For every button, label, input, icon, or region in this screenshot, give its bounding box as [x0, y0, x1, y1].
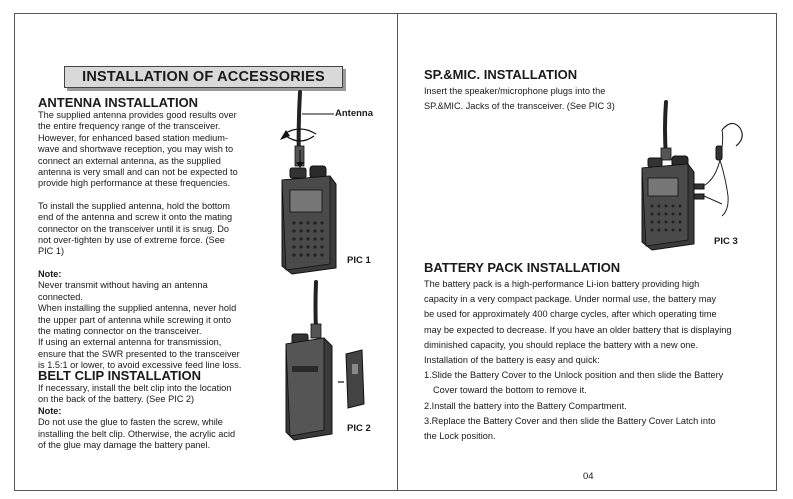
text-line: not over-tighten by use of extreme force. (See: [38, 235, 225, 246]
pic3-label: PIC 3: [714, 236, 738, 247]
text-line: end of the antenna and screw it onto the mating: [38, 212, 233, 223]
text-line: antenna is very small and can not be expected to: [38, 167, 238, 178]
text-line: connector on the transceiver until it is snug. Do: [38, 223, 229, 234]
section-banner: INSTALLATION OF ACCESSORIES: [64, 66, 343, 88]
text-line: Insert the speaker/microphone plugs into the: [424, 86, 606, 96]
text-line: When installing the supplied antenna, never hold: [38, 303, 237, 314]
text-line: be used for approximately 400 charge cycles, after which operating time: [424, 309, 717, 320]
text-line: wave and shortwave reception, you may wish to: [38, 144, 234, 155]
step-line: 1.Slide the Battery Cover to the Unlock position and then slide the Battery: [424, 370, 724, 381]
text-line: However, for enhanced based station medium-: [38, 132, 228, 143]
text-line: installing the belt clip. Otherwise, the acrylic acid: [38, 428, 236, 439]
note-label: Note:: [38, 405, 62, 416]
antenna-heading: ANTENNA INSTALLATION: [38, 95, 199, 110]
text-line: If using an external antenna for transmission,: [38, 337, 222, 348]
text-line: Do not use the glue to fasten the screw, while: [38, 417, 223, 428]
text-line: provide high performance at these frequencies.: [38, 178, 231, 189]
text-line: the mating connector on the transceiver.: [38, 325, 202, 336]
text-line: may be expected to decrease. If you have an older battery that is displaying: [424, 324, 732, 335]
text-line: To install the supplied antenna, hold the bottom: [38, 200, 231, 211]
text-line: is 1.5:1 or lower, to avoid excessive feed line loss.: [38, 360, 242, 371]
step-line: the Lock position.: [424, 431, 496, 442]
text-line: SP.&MIC. Jacks of the transceiver. (See PIC 3): [424, 101, 615, 112]
text-line: The battery pack is a high-performance Li-ion battery providing high: [424, 279, 700, 289]
pic3-spmic-illustration: [636, 100, 756, 250]
text-line: PIC 1): [38, 246, 65, 257]
text-line: of the glue may damage the battery panel.: [38, 440, 211, 451]
note-label: Note:: [38, 268, 62, 279]
text-line: Installation of the battery is easy and quick:: [424, 355, 600, 366]
belt-clip-heading: BELT CLIP INSTALLATION: [38, 368, 201, 383]
step-line: 2.Install the battery into the Battery Compartment.: [424, 400, 627, 411]
text-line: The supplied antenna provides good results over: [38, 110, 237, 120]
text-line: diminished capacity, you should replace the battery with a new one.: [424, 339, 699, 350]
spmic-heading: SP.&MIC. INSTALLATION: [424, 67, 578, 82]
text-line: capacity in a very compact package. Under normal use, the battery may: [424, 294, 717, 305]
battery-text: [424, 277, 764, 444]
belt-clip-text: [38, 383, 270, 451]
text-line: connected.: [38, 291, 83, 302]
text-line: the entire frequency range of the transceiver.: [38, 121, 221, 132]
step-line: Cover toward the bottom to remove it.: [433, 385, 587, 396]
pic1-label: PIC 1: [347, 255, 371, 266]
text-line: on the back of the battery. (See PIC 2): [38, 394, 195, 405]
text-line: If necessary, install the belt clip into the location: [38, 383, 232, 393]
text-line: Never transmit without having an antenna: [38, 280, 208, 291]
step-line: 3.Replace the Battery Cover and then slide the Battery Cover Latch into: [424, 415, 716, 426]
page-number: 04: [583, 471, 594, 482]
antenna-callout: Antenna: [335, 108, 373, 119]
battery-heading: BATTERY PACK INSTALLATION: [424, 260, 621, 275]
text-line: the upper part of antenna while screwing it onto: [38, 314, 232, 325]
text-line: connect an external antenna, as the supplied: [38, 155, 221, 166]
pic2-label: PIC 2: [347, 423, 371, 434]
text-line: ensure that the SWR presented to the transceiver: [38, 348, 240, 359]
antenna-text: [38, 110, 270, 372]
pic2-belt-clip-illustration: [278, 282, 378, 442]
